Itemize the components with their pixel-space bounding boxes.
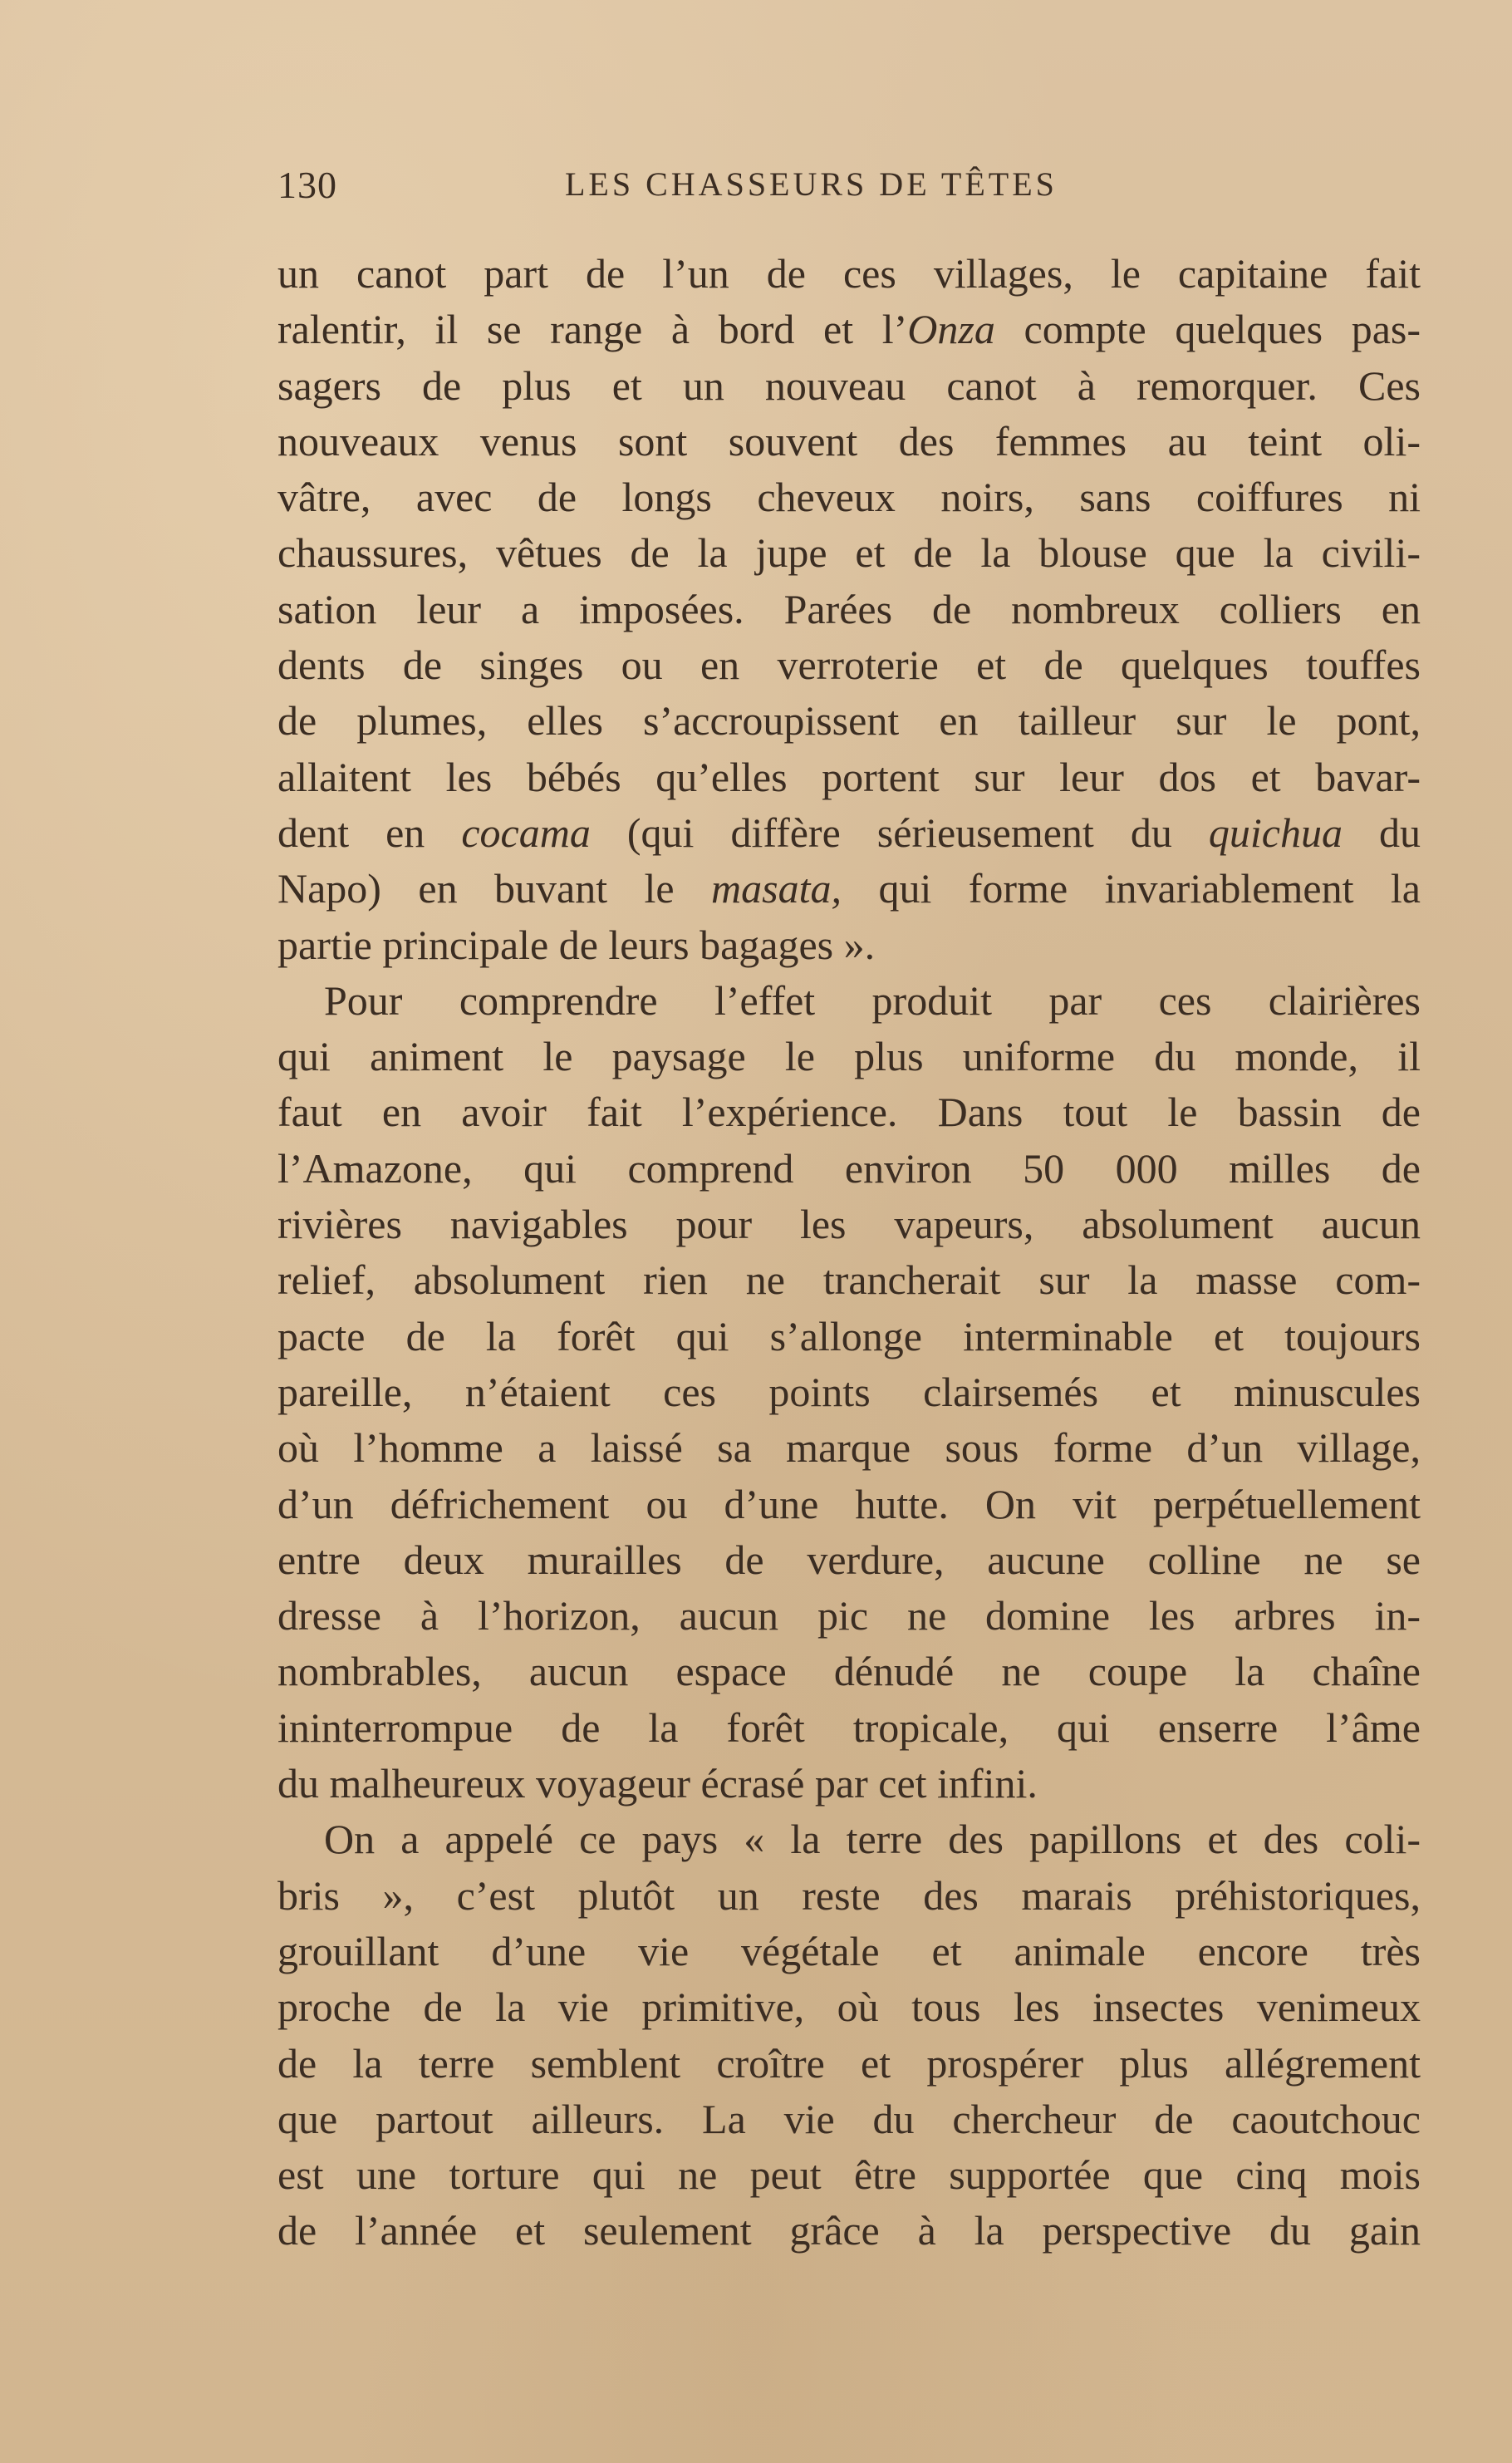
page-header [277, 163, 1421, 213]
text-line: de la terre semblent croître et prospérer plus allégrement [277, 2039, 1421, 2087]
text-line: sagers de plus et un nouveau canot à remorquer. Ces [277, 361, 1421, 409]
text-line: entre deux murailles de verdure, aucune colline ne se [277, 1536, 1421, 1583]
text-line: relief, absolument rien ne trancherait sur la masse com- [277, 1256, 1421, 1304]
text-line: dents de singes ou en verroterie et de quelques touffes [277, 642, 1421, 689]
text-line: proche de la vie primitive, où tous les insectes venimeux [277, 1984, 1421, 2031]
text-line: dent en cocama (qui diffère sérieusement du quichua du [277, 809, 1421, 856]
text-line: où l’homme a laissé sa marque sous forme d’un village, [277, 1424, 1421, 1472]
text-line: faut en avoir fait l’expérience. Dans tout le bassin de [277, 1089, 1421, 1136]
text-line: partie principale de leurs bagages ». [277, 921, 876, 968]
text-line: de l’année et seulement grâce à la perspective du gain [277, 2207, 1421, 2254]
body-text [277, 246, 1421, 2259]
text-line: un canot part de l’un de ces villages, le capitaine fait [277, 250, 1421, 297]
text-line: Pour comprendre l’effet produit par ces clairières [324, 976, 1421, 1024]
text-line: pareille, n’étaient ces points clairsemés et minuscules [277, 1368, 1421, 1415]
text-line: ralentir, il se range à bord et l’Onza compte quelques pas- [277, 306, 1421, 353]
text-line: pacte de la forêt qui s’allonge interminable et toujours [277, 1312, 1421, 1359]
text-line: nouveaux venus sont souvent des femmes au teint oli- [277, 417, 1421, 465]
running-title: LES CHASSEURS DE TÊTES [565, 165, 1058, 203]
text-line: est une torture qui ne peut être supportée que cinq mois [277, 2151, 1421, 2199]
text-line: qui animent le paysage le plus uniforme du monde, il [277, 1033, 1421, 1080]
text-line: d’un défrichement ou d’une hutte. On vit perpétuellement [277, 1480, 1421, 1527]
text-line: chaussures, vêtues de la jupe et de la blouse que la civili- [277, 529, 1421, 577]
text-line: dresse à l’horizon, aucun pic ne domine les arbres in- [277, 1592, 1421, 1640]
text-line: du malheureux voyageur écrasé par cet infini. [277, 1760, 1038, 1807]
text-line: vâtre, avec de longs cheveux noirs, sans coiffures ni [277, 474, 1421, 521]
text-line: rivières navigables pour les vapeurs, absolument aucun [277, 1201, 1421, 1248]
italic-term: Onza [907, 306, 995, 353]
text-line: que partout ailleurs. La vie du chercheur de caoutchouc [277, 2095, 1421, 2142]
italic-term: quichua [1208, 809, 1343, 856]
page-number: 130 [277, 164, 337, 206]
text-line: allaitent les bébés qu’elles portent sur leur dos et bavar- [277, 753, 1421, 800]
text-line: Napo) en buvant le masata, qui forme invariablement la [277, 865, 1421, 912]
text-line: On a appelé ce pays « la terre des papillons et des coli- [324, 1816, 1421, 1863]
text-line: nombrables, aucun espace dénudé ne coupe la chaîne [277, 1648, 1421, 1695]
text-line: sation leur a imposées. Parées de nombreux colliers en [277, 585, 1421, 632]
text-line: bris », c’est plutôt un reste des marais préhistoriques, [277, 1871, 1421, 1919]
text-line: de plumes, elles s’accroupissent en tailleur sur le pont, [277, 697, 1421, 745]
text-line: ininterrompue de la forêt tropicale, qui enserre l’âme [277, 1703, 1421, 1751]
text-line: l’Amazone, qui comprend environ 50 000 milles de [277, 1144, 1421, 1192]
italic-term: masata, [711, 865, 842, 912]
italic-term: cocama [461, 809, 591, 856]
text-line: grouillant d’une vie végétale et animale encore très [277, 1927, 1421, 1974]
